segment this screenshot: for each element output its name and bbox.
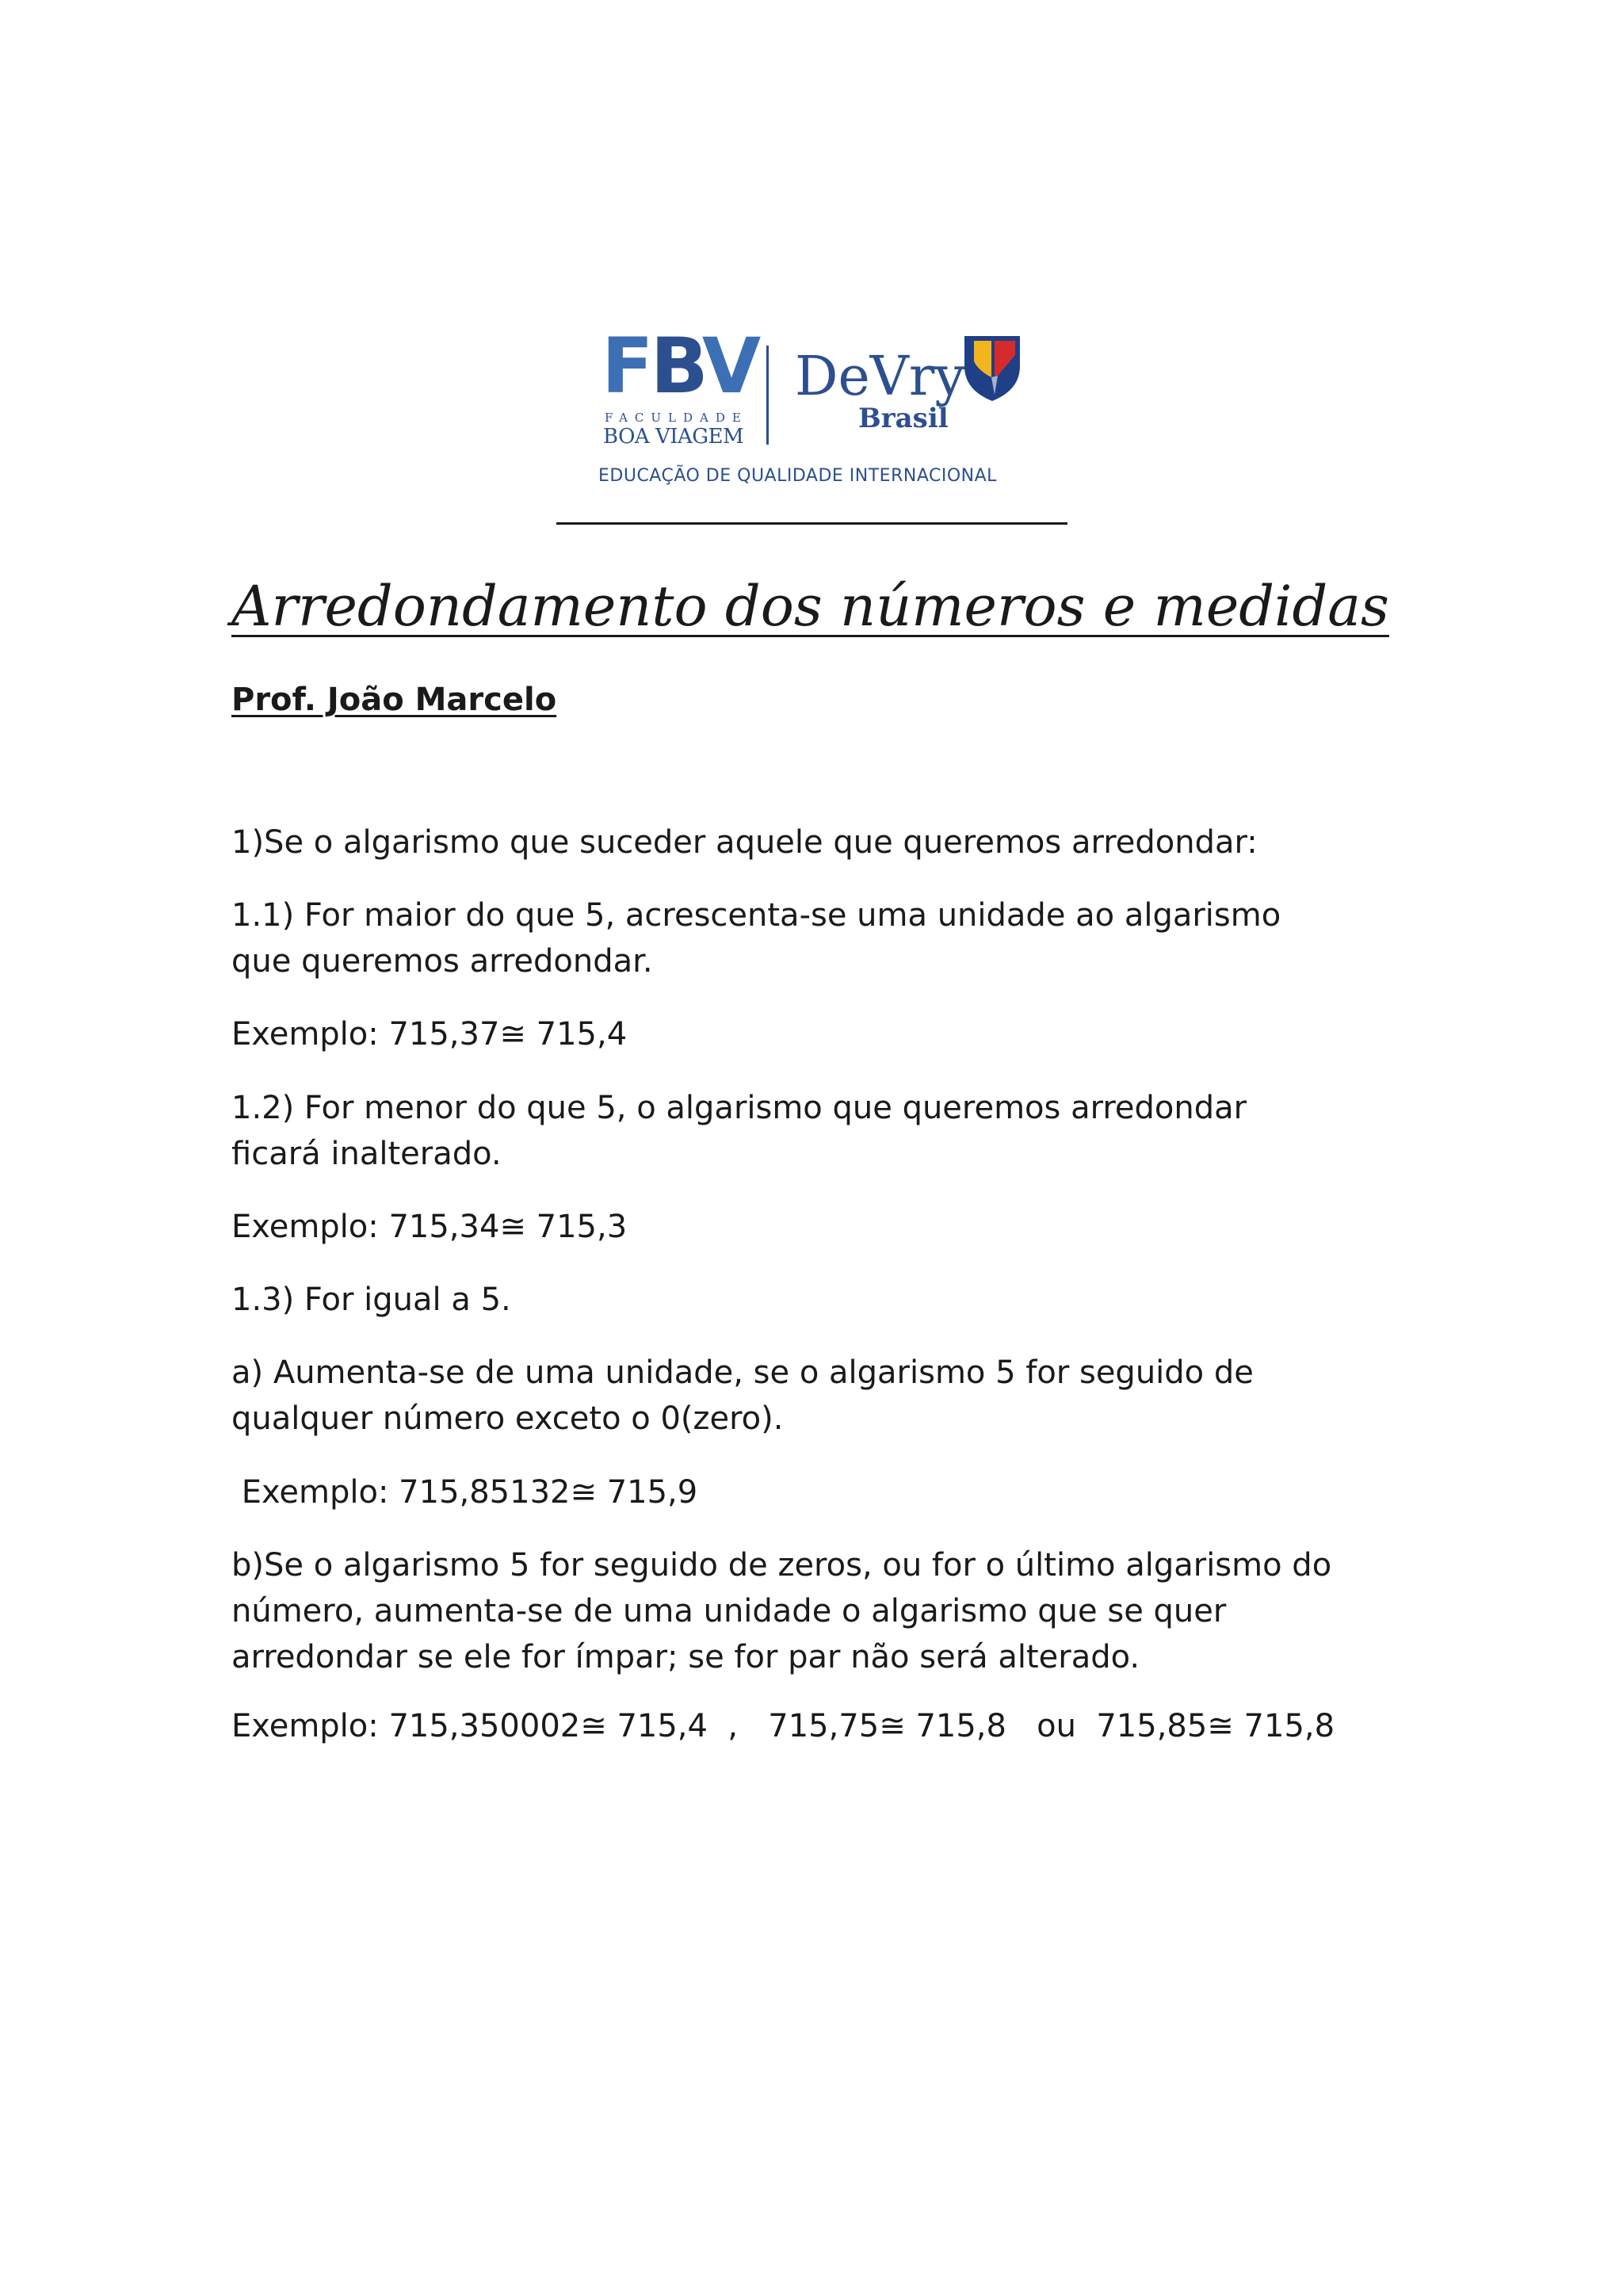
paragraph-rule-a-line2: qualquer número exceto o 0(zero).	[231, 1400, 784, 1437]
paragraph-intro: 1)Se o algarismo que suceder aquele que queremos arredondar:	[231, 824, 1258, 861]
example-3: Exemplo: 715,85132≅ 715,9	[231, 1474, 698, 1511]
logo-tagline: EDUCAÇÃO DE QUALIDADE INTERNACIONAL	[598, 466, 997, 486]
logo-divider	[766, 346, 769, 445]
paragraph-rule-b-line1: b)Se o algarismo 5 for seguido de zeros, ou for o último algarismo do	[231, 1547, 1332, 1584]
paragraph-rule-1-3: 1.3) For igual a 5.	[231, 1282, 511, 1318]
devry-wordmark: DeVry	[795, 346, 965, 408]
paragraph-rule-1-2-line1: 1.2) For menor do que 5, o algarismo que queremos arredondar	[231, 1090, 1247, 1126]
example-4: Exemplo: 715,350002≅ 715,4 , 715,75≅ 715,8 ou 715,85≅ 715,8	[231, 1708, 1335, 1744]
header-logo	[590, 317, 1034, 499]
devry-shield-icon	[963, 334, 1022, 403]
header-rule	[556, 522, 1067, 525]
document-title: Arredondamento dos números e medidas	[231, 574, 1389, 639]
fbv-boa-viagem-label: BOA VIAGEM	[603, 425, 744, 449]
example-1: Exemplo: 715,37≅ 715,4	[231, 1016, 628, 1052]
paragraph-rule-1-1-line2: que queremos arredondar.	[231, 943, 653, 980]
document-author: Prof. João Marcelo	[231, 682, 557, 718]
paragraph-rule-b-line2: número, aumenta-se de uma unidade o algarismo que se quer	[231, 1593, 1227, 1629]
devry-brasil-label: Brasil	[858, 403, 949, 434]
paragraph-rule-b-line3: arredondar se ele for ímpar; se for par não será alterado.	[231, 1639, 1140, 1675]
paragraph-rule-1-1-line1: 1.1) For maior do que 5, acrescenta-se uma unidade ao algarismo	[231, 897, 1281, 934]
fbv-faculdade-label: FACULDADE	[605, 411, 748, 425]
fbv-logo-mark: FBV	[601, 322, 758, 411]
paragraph-rule-a-line1: a) Aumenta-se de uma unidade, se o algarismo 5 for seguido de	[231, 1354, 1254, 1391]
example-2: Exemplo: 715,34≅ 715,3	[231, 1209, 628, 1245]
paragraph-rule-1-2-line2: ficará inalterado.	[231, 1136, 502, 1172]
